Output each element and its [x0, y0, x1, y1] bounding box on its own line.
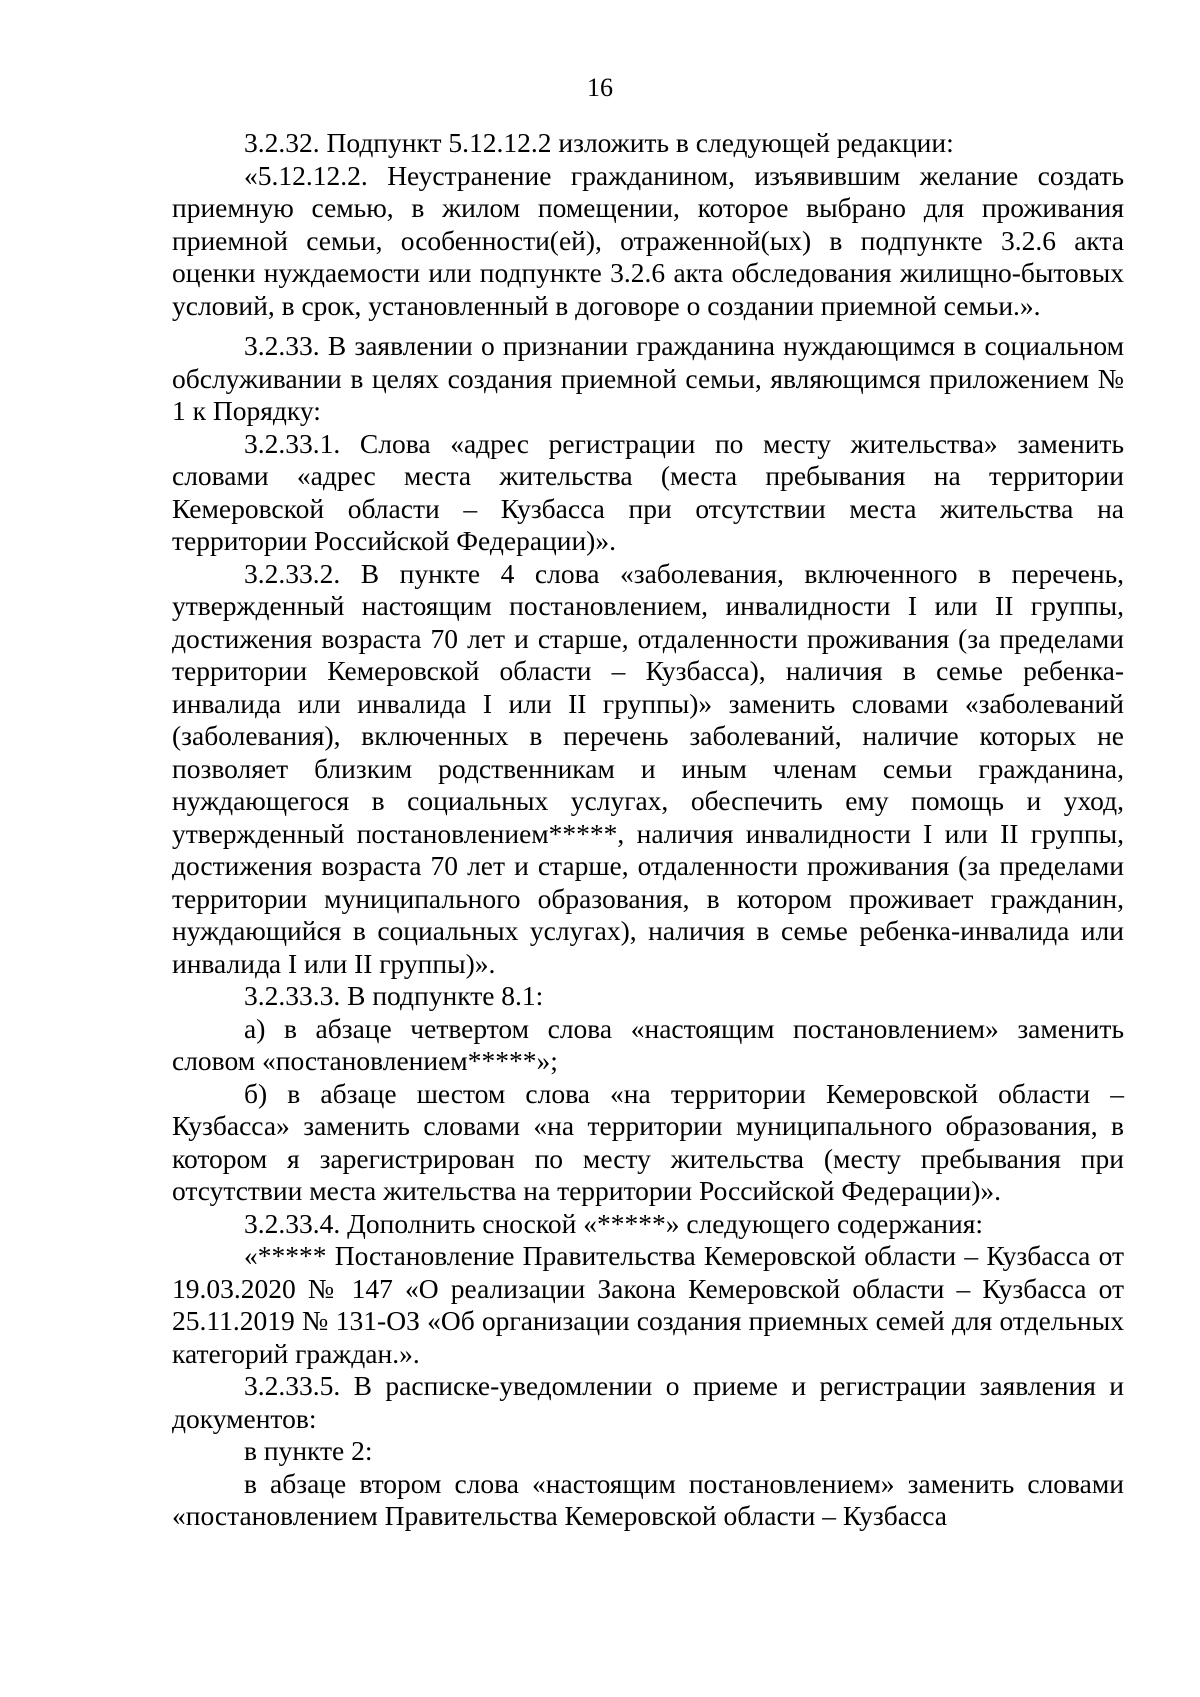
paragraph-3-2-33-1: 3.2.33.1. Слова «адрес регистрации по месту жительства» заменить словами «адрес места жительства (места пребывания на территории Кемеровской области – Кузбасса при отсутствии места жительства на территории Российской Федерации)».: [172, 427, 1124, 556]
page-number: 16: [587, 73, 613, 102]
document-body: [172, 127, 1124, 1533]
paragraph-quote-5-12-12-2: «5.12.12.2. Неустранение гражданином, изъявившим желание создать приемную семью, в жилом помещении, которое выбрано для проживания приемной семьи, особенности(ей), отраженной(ых) в подпункте 3.2.6 акта оценки нуждаемости или подпункте 3.2.6 акта обследования жилищно-бытовых условий, в срок, установленный в договоре о создании приемной семьи.».: [172, 159, 1124, 321]
paragraph-3-2-33-3: 3.2.33.3. В подпункте 8.1:: [244, 980, 544, 1011]
paragraph-item-a: а) в абзаце четвертом слова «настоящим постановлением» заменить словом «постановлением*****»;: [172, 1012, 1124, 1076]
paragraph-3-2-33-5: 3.2.33.5. В расписке-уведомлении о приеме и регистрации заявления и документов:: [172, 1370, 1124, 1434]
paragraph-3-2-33-4: 3.2.33.4. Дополнить сноской «*****» следующего содержания:: [244, 1207, 984, 1239]
paragraph-second-abzac: в абзаце втором слова «настоящим постановлением» заменить словами «постановлением Правительства Кемеровской области – Кузбасса: [172, 1467, 1124, 1531]
paragraph-3-2-32: 3.2.32. Подпункт 5.12.12.2 изложить в следующей редакции:: [244, 127, 954, 158]
paragraph-3-2-33-2: 3.2.33.2. В пункте 4 слова «заболевания, включенного в перечень, утвержденный настоящим постановлением, инвалидности I или II группы, достижения возраста 70 лет и старше, отдаленности проживания (за пределами территории Кемеровской области – Кузбасса), наличия в семье ребенка-инвалида или инвалида I или II группы)» заменить словами «заболеваний (заболевания), включенных в перечень заболеваний, наличие которых не позволяет близким родственникам и иным членам семьи гражданина, нуждающегося в социальных услугах, обеспечить ему помощь и уход, утвержденный постановлением*****, наличия инвалидности I или II группы, достижения возраста 70 лет и старше, отдаленности проживания (за пределами территории муниципального образования, в котором проживает гражданин, нуждающийся в социальных услугах), наличия в семье ребенка-инвалида или инвалида I или II группы)».: [172, 557, 1124, 979]
paragraph-3-2-33: 3.2.33. В заявлении о признании гражданина нуждающимся в социальном обслуживании в целях создания приемной семьи, являющимся приложением № 1 к Порядку:: [172, 330, 1124, 426]
paragraph-footnote-text: «***** Постановление Правительства Кемеровской области – Кузбасса от 19.03.2020 № 147 «О реализации Закона Кемеровской области – Кузбасса от 25.11.2019 № 131-ОЗ «Об организации создания приемных семей для отдельных категорий граждан.».: [172, 1240, 1124, 1369]
paragraph-item-b: б) в абзаце шестом слова «на территории Кемеровской области – Кузбасса» заменить словами «на территории муниципального образования, в котором я зарегистрирован по месту жительства (месту пребывания при отсутствии места жительства на территории Российской Федерации)».: [172, 1077, 1124, 1206]
paragraph-point-2: в пункте 2:: [244, 1435, 373, 1466]
